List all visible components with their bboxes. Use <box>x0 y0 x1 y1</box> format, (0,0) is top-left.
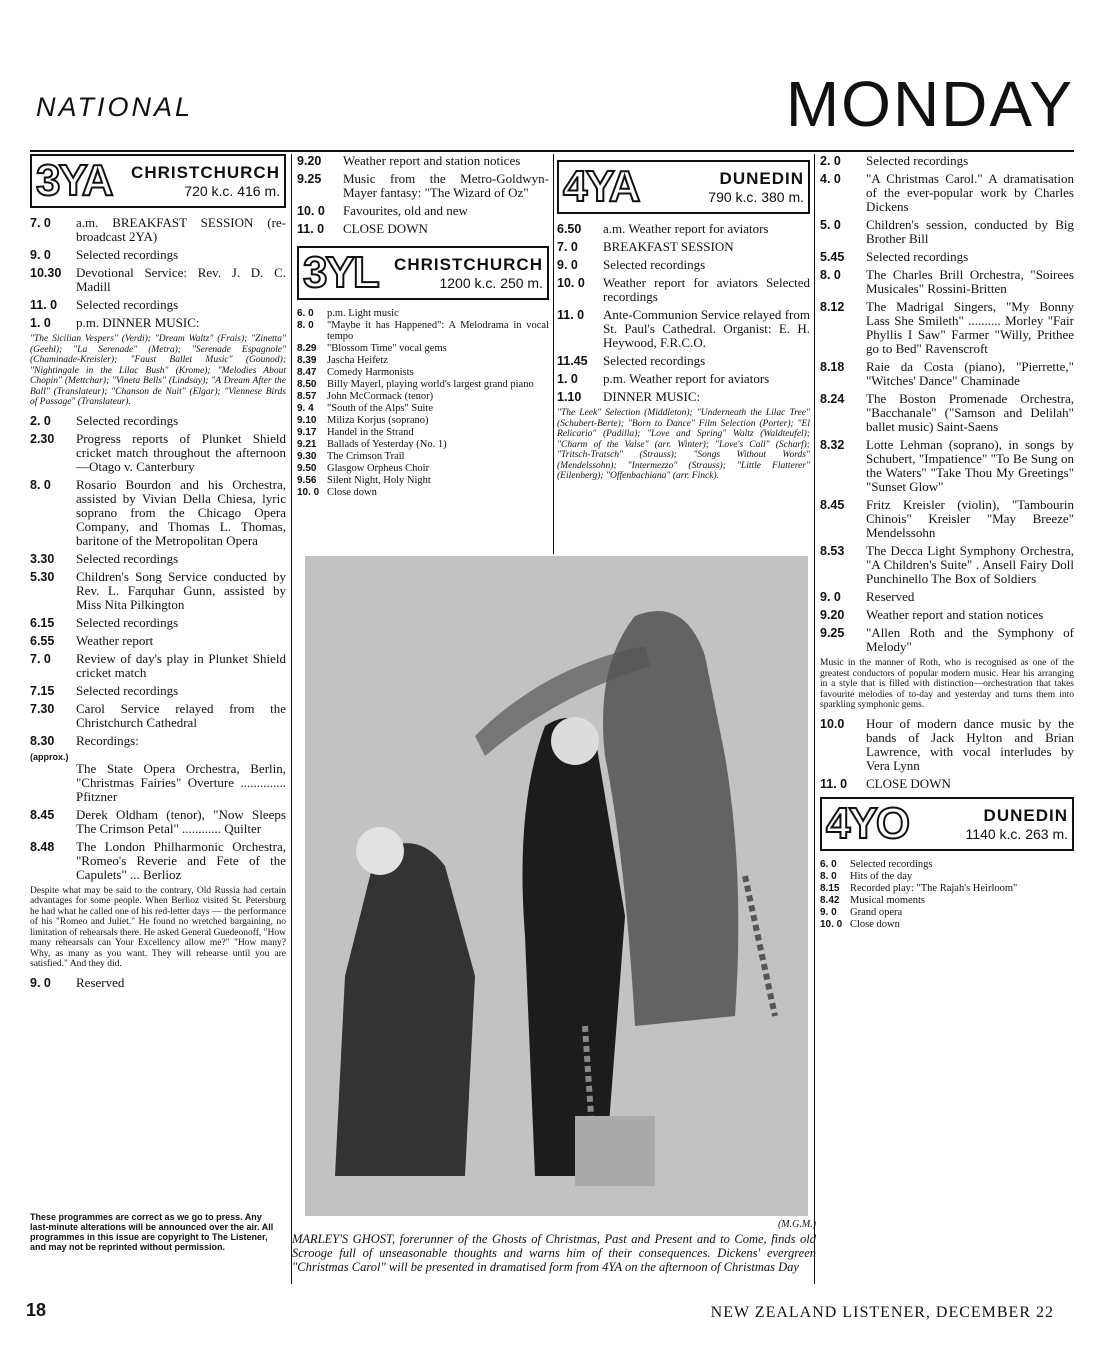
programme-description: Reserved <box>866 589 915 604</box>
programme-description: Recorded play: "The Rajah's Heirloom" <box>850 882 1018 894</box>
programme-description: Glasgow Orpheus Choir <box>327 463 430 474</box>
programme-description: Children's Song Service conducted by Rev. L. Farquhar Gunn, assisted by Miss Nita Pilkington <box>76 568 286 612</box>
programme-description: Fritz Kreisler (violin), "Tambourin Chinois" Kreisler "May Breeze" Mendelssohn <box>866 497 1074 540</box>
programme-entry <box>820 172 1074 214</box>
programme-description: Selected recordings <box>76 297 179 312</box>
programme-entry <box>30 248 286 262</box>
programme-entry <box>297 343 549 354</box>
station-logo: 4YA <box>563 162 639 211</box>
programme-description: Selected recordings <box>76 247 179 262</box>
programme-entry <box>820 883 1074 894</box>
programme-time: 4. 0 <box>820 172 841 186</box>
programme-entry <box>297 403 549 414</box>
programme-description: BREAKFAST SESSION <box>603 239 734 254</box>
programme-entry <box>297 308 549 319</box>
programme-description: Selected recordings <box>850 858 933 870</box>
programme-description: Music from the Metro-Goldwyn-Mayer fantasy: "The Wizard of Oz" <box>343 171 549 200</box>
programme-time: 9.25 <box>297 172 322 186</box>
programme-entry <box>297 463 549 474</box>
programme-entry <box>557 222 810 236</box>
programme-entry <box>557 258 810 272</box>
programme-description: Billy Mayerl, playing world's largest grand piano <box>327 379 534 390</box>
programme-time: 8.42 <box>820 894 840 906</box>
programme-entry <box>297 355 549 366</box>
programme-description: Selected recordings <box>866 249 969 264</box>
programme-description: Silent Night, Holy Night <box>327 475 431 486</box>
programme-entry <box>297 391 549 402</box>
programme-time: 7.15 <box>30 683 55 698</box>
station-frequency: 790 k.c. 380 m. <box>708 189 804 205</box>
programme-description: Miliza Korjus (soprano) <box>327 415 429 426</box>
programme-time: 8.32 <box>820 438 845 452</box>
programme-time: 9. 0 <box>30 248 51 262</box>
photo-illustration <box>305 556 808 1216</box>
programme-time: 10. 0 <box>820 918 843 930</box>
programme-entry <box>820 608 1074 622</box>
programme-time: 10. 0 <box>297 204 325 218</box>
programme-entry <box>557 308 810 350</box>
programme-time: 9.21 <box>297 439 317 450</box>
roth-note: Music in the manner of Roth, who is recognised as one of the greatest conductors of popular modern music. Hear his arranging in a style that is filled with distinction—orchestration that takes favourite melodies of to-day and yesterday and turns them into sparkling symphonic gems. <box>820 658 1074 710</box>
programme-entry <box>30 734 286 748</box>
programme-description: Weather report <box>76 632 154 648</box>
programme-entry <box>30 552 286 566</box>
programme-time: 8.12 <box>820 300 845 314</box>
dinner-music-list: "The Leek" Selection (Middleton); "Underneath the Lilac Tree" (Schubert-Berte); "Born to Dance" Film Selection (Porter); "El Relicario" (Padilla); "Love and Spring" Waltz (Waldteufel); "Charm of the Valse" (arr. Winter); "Love's Call" (Scharf); "Tritsch-Tratsch" (Strauss); "Songs Without Words" (Mendelssohn); "Intermezzo" (Strauss); "Little Flatterer" (Eilenberg); "Offenbachiana" (arr. Finck). <box>557 408 810 481</box>
programme-description: "A Christmas Carol." A dramatisation of the ever-popular work by Charles Dickens <box>866 171 1074 214</box>
programme-entry <box>30 702 286 730</box>
programme-description: p.m. DINNER MUSIC: <box>76 315 200 330</box>
programme-time: 9. 0 <box>557 258 578 272</box>
programme-time: 6.15 <box>30 615 55 630</box>
programme-time: 10.0 <box>820 716 845 731</box>
programme-time: 2. 0 <box>820 154 841 168</box>
programme-entry <box>30 634 286 648</box>
programme-entry <box>30 652 286 680</box>
programme-description: Comedy Harmonists <box>327 367 414 378</box>
programme-description: Handel in the Strand <box>327 427 414 438</box>
station-4ya <box>557 160 810 214</box>
programme-entry <box>820 859 1074 870</box>
programme-time: 1. 0 <box>30 316 51 330</box>
programme-description: Selected recordings <box>603 353 706 368</box>
programme-description: "South of the Alps" Suite <box>327 403 433 414</box>
programme-description: CLOSE DOWN <box>343 221 428 236</box>
programme-entry <box>557 276 810 304</box>
programme-entry <box>297 487 549 498</box>
dinner-music-list: "The Sicilian Vespers" (Verdi); "Dream Waltz" (Frais); "Zinetta" (Geehl); "La Serenade" (Metra); "Serenade Espagnole" (Chaminade-Kreisler); "Faust Ballet Music" (Gounod); "Nightingale in the Lilac Bush" (Krome); "Melodies About Chopin" (Mettchar); "Vineta Bells" (Lindsay); "A Dream After the Ball" (Translateur); "Chanson de Nuit" (Elgar); "Viennese Birds of Passage" (Translateur). <box>30 334 286 407</box>
column-3yl <box>297 154 549 499</box>
berlioz-note: Despite what may be said to the contrary, Old Russia had certain advantages for some people. When Berlioz visited St. Petersburg he had what he called one of his red-letter days — the performance of his "Romeo and Juliet." He found no wretched bargaining, no limitation of rehearsals there. He asked General Guedeonoff, "How many rehearsals can Your Excellency allow me?" "How many? Why, as many as you want. They will rehearse until you are satisfied." And they did. <box>30 885 286 969</box>
station-logo: 4YO <box>826 798 909 848</box>
programme-description: Close down <box>327 487 377 498</box>
programme-time: 9.17 <box>297 427 317 438</box>
programme-entry <box>297 427 549 438</box>
programme-time: 8.53 <box>820 544 845 558</box>
programme-time: 11. 0 <box>557 308 585 322</box>
programme-time: 8. 0 <box>820 870 837 882</box>
programme-time: 9.30 <box>297 451 317 462</box>
programme-entry <box>30 432 286 474</box>
programme-time: 9.25 <box>820 626 845 640</box>
programme-time: 1.10 <box>557 390 582 404</box>
programme-time: 8.29 <box>297 343 317 354</box>
programme-description: Selected recordings <box>76 412 179 428</box>
station-3yl <box>297 246 549 300</box>
column-3ya <box>30 154 286 994</box>
programme-time: 9.56 <box>297 475 317 486</box>
programme-time: 6. 0 <box>820 858 837 870</box>
programme-description: Ante-Communion Service relayed from St. Paul's Cathedral. Organist: E. H. Heywood, F.R.C.O. <box>603 307 810 350</box>
programme-entry <box>820 250 1074 264</box>
column-divider <box>553 154 554 554</box>
photo-caption-block <box>292 1218 816 1274</box>
programme-entry <box>30 266 286 294</box>
programme-entry <box>820 498 1074 540</box>
column-divider <box>291 154 292 1284</box>
programme-description: Carol Service relayed from the Christchurch Cathedral <box>76 700 286 730</box>
programme-time: 6. 0 <box>297 308 314 319</box>
programme-entry <box>30 616 286 630</box>
programme-description: p.m. Light music <box>327 308 399 319</box>
programme-time: 9.20 <box>820 608 845 622</box>
programme-entry <box>820 717 1074 773</box>
approx-label: (approx.) <box>30 751 69 762</box>
programme-description: Weather report and station notices <box>866 607 1044 622</box>
programme-entry <box>820 626 1074 654</box>
programme-time: 8. 0 <box>30 477 51 492</box>
programme-description: Reserved <box>76 974 125 990</box>
programme-entry <box>30 570 286 612</box>
programme-time: 2. 0 <box>30 413 51 428</box>
programme-entry <box>820 268 1074 296</box>
programme-entry <box>297 172 549 200</box>
programme-time: 9. 0 <box>820 590 841 604</box>
programme-description: Favourites, old and new <box>343 203 468 218</box>
programme-entry <box>297 204 549 218</box>
programme-entry <box>820 871 1074 882</box>
programme-time: 8.24 <box>820 392 845 406</box>
programme-time: 2.30 <box>30 431 55 446</box>
programme-entry <box>30 316 286 330</box>
programme-entry <box>557 354 810 368</box>
programme-description: Lotte Lehman (soprano), in songs by Schubert, "Impatience" "To Be Sung on the Waters" "Take Thou My Greetings" "Sunset Glow" <box>866 437 1074 494</box>
station-3ya <box>30 154 286 208</box>
programme-entry <box>297 154 549 168</box>
programme-description: Jascha Heifetz <box>327 355 388 366</box>
programme-description: The Crimson Trail <box>327 451 405 462</box>
programme-time: 9.10 <box>297 415 317 426</box>
programme-description: The State Opera Orchestra, Berlin, "Christmas Fairies" Overture .............. Pfitzner <box>76 760 286 804</box>
programme-entry <box>297 367 549 378</box>
photo-caption: MARLEY'S GHOST, forerunner of the Ghosts of Christmas, Past and Present and to Come, finds old Scrooge full of unseasonable thoughts and warns him of their consequences. Dickens' evergreen "Christmas Carol" will be presented in dramatised form from 4YA on the afternoon of Christmas Day <box>292 1232 816 1274</box>
programme-description: John McCormack (tenor) <box>327 391 434 402</box>
programme-entry <box>297 320 549 342</box>
copyright-notice: These programmes are correct as we go to press. Any last-minute alterations will be announced over the air. All programmes in this issue are copyright to The Listener, and may not be reprinted without permission. <box>30 1212 274 1252</box>
programme-description: Rosario Bourdon and his Orchestra, assisted by Vivian Della Chiesa, lyric soprano from the Chicago Opera Company, and Thomas L. Thomas, baritone of the Metropolitan Opera <box>76 476 286 548</box>
programme-time: 8.48 <box>30 839 55 854</box>
programme-description: Recordings: <box>76 732 139 748</box>
programme-entry <box>820 544 1074 586</box>
programme-description: "Allen Roth and the Symphony of Melody" <box>866 625 1074 654</box>
marleys-ghost-photo <box>305 556 808 1216</box>
programme-time: 8. 0 <box>297 320 314 331</box>
programme-time: 8.57 <box>297 391 317 402</box>
programme-description: Progress reports of Plunket Shield cricket match throughout the afternoon—Otago v. Canterbury <box>76 430 286 474</box>
programme-time: 8.47 <box>297 367 317 378</box>
programme-entry <box>297 451 549 462</box>
programme-time: 6.55 <box>30 633 55 648</box>
programme-description: The Madrigal Singers, "My Bonny Lass She Smileth" .......... Morley "Fair Phyllis I Saw" Farmer "Willy, Prithee go to Bed" Ravenscroft <box>866 299 1074 356</box>
programme-time: 9.50 <box>297 463 317 474</box>
station-frequency: 720 k.c. 416 m. <box>184 183 280 199</box>
programme-time: 3.30 <box>30 551 55 566</box>
programme-time: 8.50 <box>297 379 317 390</box>
programme-description: Devotional Service: Rev. J. D. C. Madill <box>76 265 286 294</box>
station-frequency: 1140 k.c. 263 m. <box>965 825 1068 842</box>
programme-time: 8.18 <box>820 360 845 374</box>
column-4ya <box>557 154 810 488</box>
programme-description: Hour of modern dance music by the bands of Jack Hylton and Brian Lawrence, with vocal interludes by Vera Lynn <box>866 715 1074 773</box>
photo-credit: (M.G.M.) <box>777 1219 816 1230</box>
programme-entry <box>820 218 1074 246</box>
programme-entry <box>297 222 549 236</box>
programme-entry <box>557 372 810 386</box>
programme-time: 8.15 <box>820 882 840 894</box>
programme-time: 7.30 <box>30 701 55 716</box>
programme-entry <box>30 976 286 990</box>
region-title: NATIONAL <box>36 92 194 122</box>
programme-description: DINNER MUSIC: <box>603 389 701 404</box>
programme-entry <box>30 840 286 882</box>
station-city: CHRISTCHURCH <box>131 163 280 182</box>
programme-entry <box>820 590 1074 604</box>
programme-description: Close down <box>850 918 900 930</box>
programme-entry <box>30 684 286 698</box>
programme-description: Review of day's play in Plunket Shield cricket match <box>76 650 286 680</box>
programme-entry <box>820 895 1074 906</box>
column-divider <box>814 154 815 1284</box>
programme-time: 8.39 <box>297 355 317 366</box>
station-logo: 3YL <box>303 248 378 297</box>
programme-time: 7. 0 <box>557 240 578 254</box>
programme-description: The Decca Light Symphony Orchestra, "A Children's Suite" . Ansell Fairy Doll Punchinello The Box of Soldiers <box>866 543 1074 586</box>
programme-description: Weather report for aviators Selected recordings <box>603 275 810 304</box>
station-city: DUNEDIN <box>719 169 804 188</box>
programme-description: Weather report and station notices <box>343 153 521 168</box>
programme-description: Raie da Costa (piano), "Pierrette," "Witches' Dance" Chaminade <box>866 359 1074 388</box>
programme-description: The Boston Promenade Orchestra, "Bacchanale" ("Samson and Delilah" ballet music) Saint-Saens <box>866 391 1074 434</box>
programme-entry <box>557 390 810 404</box>
programme-time: 9. 4 <box>297 403 314 414</box>
programme-time: 7. 0 <box>30 216 51 230</box>
page-number: 18 <box>26 1300 47 1320</box>
station-logo: 3YA <box>36 156 112 205</box>
programme-entry <box>820 360 1074 388</box>
programme-description: Children's session, conducted by Big Brother Bill <box>866 217 1074 246</box>
programme-time: 11.45 <box>557 354 588 368</box>
programme-entry <box>820 777 1074 791</box>
header-rule <box>30 150 1074 152</box>
programme-time: 7. 0 <box>30 651 51 666</box>
programme-time: 11. 0 <box>297 222 325 236</box>
programme-description: Ballads of Yesterday (No. 1) <box>327 439 447 450</box>
programme-time: 9. 0 <box>820 906 837 918</box>
programme-description: a.m. Weather report for aviators <box>603 221 769 236</box>
programme-description: Grand opera <box>850 906 903 918</box>
programme-description: Derek Oldham (tenor), "Now Sleeps The Crimson Petal" ............ Quilter <box>76 806 286 836</box>
programme-time: 9. 0 <box>30 975 51 990</box>
programme-description: Selected recordings <box>76 682 179 698</box>
column-4ya-evening <box>820 154 1074 931</box>
programme-entry <box>557 240 810 254</box>
programme-description: Selected recordings <box>866 153 969 168</box>
programme-description: Musical moments <box>850 894 925 906</box>
programme-entry <box>820 392 1074 434</box>
station-city: DUNEDIN <box>983 805 1068 825</box>
programme-description: The London Philharmonic Orchestra, "Romeo's Reverie and Fete of the Capulets" ... Berlioz <box>76 838 286 882</box>
programme-entry <box>820 154 1074 168</box>
programme-entry <box>820 300 1074 356</box>
programme-time: 8. 0 <box>820 268 841 282</box>
programme-description: The Charles Brill Orchestra, "Soirees Musicales" Rossini-Britten <box>866 267 1074 296</box>
programme-time: 5.45 <box>820 250 845 264</box>
programme-entry <box>30 298 286 312</box>
programme-entry <box>30 216 286 244</box>
programme-description: Selected recordings <box>76 550 179 566</box>
programme-description: CLOSE DOWN <box>866 775 951 791</box>
programme-description: Hits of the day <box>850 870 913 882</box>
programme-time: 8.45 <box>820 498 845 512</box>
programme-time: 11. 0 <box>820 776 848 791</box>
programme-time: 11. 0 <box>30 298 58 312</box>
programme-entry <box>30 478 286 548</box>
programme-entry <box>820 438 1074 494</box>
programme-time: 6.50 <box>557 222 582 236</box>
programme-description: p.m. Weather report for aviators <box>603 371 770 386</box>
station-frequency: 1200 k.c. 250 m. <box>439 275 543 291</box>
programme-entry <box>820 907 1074 918</box>
programme-description: Selected recordings <box>603 257 706 272</box>
station-4yo <box>820 797 1074 851</box>
programme-time: 10.30 <box>30 266 62 280</box>
programme-time: 1. 0 <box>557 372 578 386</box>
programme-time: 10. 0 <box>557 276 585 290</box>
programme-entry <box>820 919 1074 930</box>
programme-entry <box>30 414 286 428</box>
programme-description: "Blossom Time" vocal gems <box>327 343 447 354</box>
programme-entry <box>297 379 549 390</box>
programme-time: 5. 0 <box>820 218 841 232</box>
programme-time: 5.30 <box>30 569 55 584</box>
programme-entry <box>30 808 286 836</box>
programme-entry <box>297 475 549 486</box>
programme-entry <box>297 439 549 450</box>
day-title: MONDAY <box>785 68 1074 140</box>
programme-time: 8.30 <box>30 733 55 748</box>
programme-description: "Maybe it has Happened": A Melodrama in vocal tempo <box>327 320 549 342</box>
publication-footer: NEW ZEALAND LISTENER, DECEMBER 22 <box>710 1304 1054 1321</box>
programme-entry <box>297 415 549 426</box>
station-city: CHRISTCHURCH <box>394 255 543 274</box>
programme-time: 8.45 <box>30 807 55 822</box>
programme-description: Selected recordings <box>76 614 179 630</box>
programme-time: 9.20 <box>297 154 322 168</box>
programme-description: a.m. BREAKFAST SESSION (re-broadcast 2YA) <box>76 215 286 244</box>
programme-time: 10. 0 <box>297 487 320 498</box>
